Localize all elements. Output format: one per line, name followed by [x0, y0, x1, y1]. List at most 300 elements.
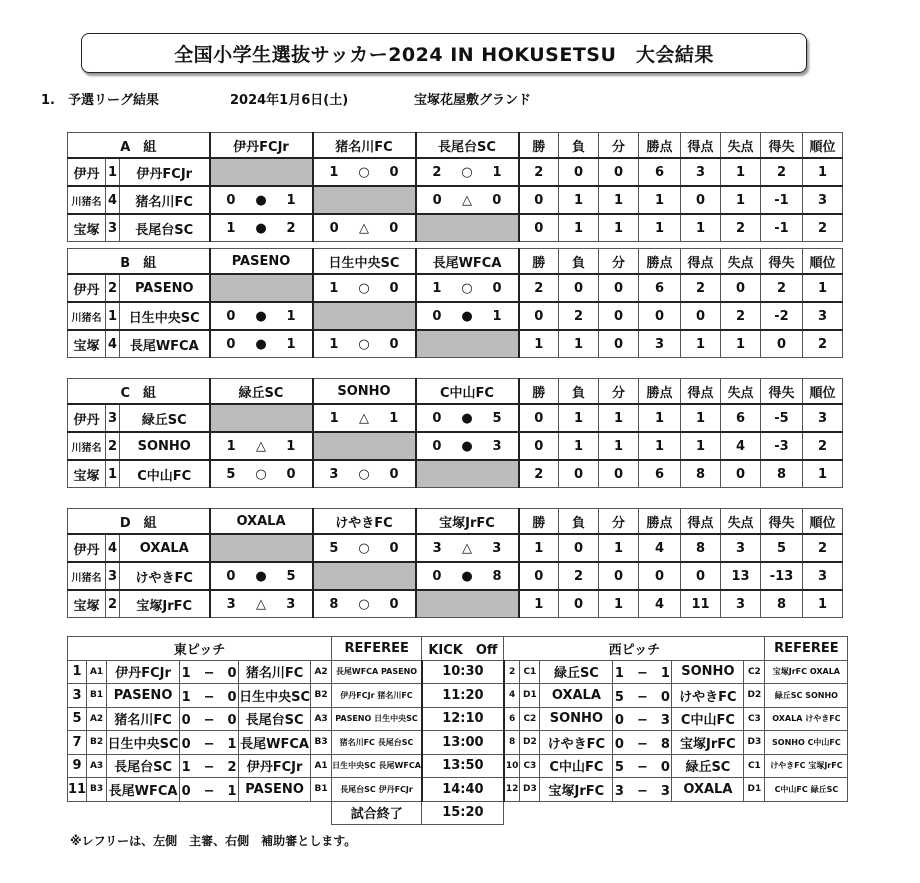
match-result [416, 302, 519, 330]
match-date: 2024年1月6日(土) [230, 93, 349, 108]
score-for: 1 [329, 410, 339, 426]
match-result [210, 186, 313, 214]
score-for: 3 [226, 596, 236, 612]
kickoff-header: KICK Off [422, 637, 504, 661]
score-against: 0 [389, 220, 399, 236]
stat-value: 0 [519, 404, 559, 432]
team-name: 緑丘SC [120, 404, 210, 432]
team-code: A1 [311, 754, 332, 778]
score-against: 0 [389, 540, 399, 556]
group-name: C 組 [68, 379, 210, 405]
team-column-header: 緑丘SC [210, 379, 313, 405]
kickoff-time: 11:20 [422, 684, 504, 708]
match-result [416, 432, 519, 460]
team-column-header: 猪名川FC [313, 133, 416, 159]
stat-value: 1 [559, 186, 599, 214]
match-number: 12 [504, 778, 520, 802]
team-code: B1 [87, 684, 107, 708]
result-mark: ○ [461, 164, 473, 180]
score-for: 1 [329, 336, 339, 352]
stat-value: 0 [519, 302, 559, 330]
match-result [313, 158, 416, 186]
team-code: D1 [744, 778, 765, 802]
stat-value: 0 [599, 562, 639, 590]
score-against: 0 [492, 192, 502, 208]
stat-header: 分 [599, 379, 639, 405]
stat-value: 0 [681, 302, 721, 330]
home-team: 長尾台SC [107, 754, 180, 778]
team-name: PASENO [120, 274, 210, 302]
score-against: 0 [286, 466, 296, 482]
home-team: けやきFC [540, 731, 613, 755]
stat-header: 得点 [681, 133, 721, 159]
team-code: D1 [520, 684, 540, 708]
stat-header: 分 [599, 133, 639, 159]
schedule-row [68, 754, 848, 778]
end-label: 試合終了 [332, 801, 422, 825]
stat-value: -13 [761, 562, 803, 590]
stat-value: 0 [519, 186, 559, 214]
stat-value: 1 [519, 330, 559, 358]
away-team: SONHO [672, 660, 744, 684]
seed: 3 [106, 562, 120, 590]
stat-value: 1 [559, 214, 599, 242]
seed: 2 [106, 590, 120, 618]
result-mark: △ [358, 220, 369, 236]
stat-value: 11 [681, 590, 721, 618]
stat-value: 8 [681, 460, 721, 488]
match-number: 4 [504, 684, 520, 708]
score: 1 − 0 [180, 660, 239, 684]
empty-cell [416, 590, 519, 618]
stat-value: 1 [681, 432, 721, 460]
score-against: 0 [389, 336, 399, 352]
score-for: 1 [226, 220, 236, 236]
result-mark: ● [461, 308, 473, 324]
score: 0 − 3 [613, 707, 672, 731]
stat-value: -3 [761, 432, 803, 460]
area-label: 伊丹 [68, 404, 106, 432]
empty-cell [313, 562, 416, 590]
stat-value: 6 [639, 158, 681, 186]
stat-header: 得失 [761, 249, 803, 275]
referees: PASENO 日生中央SC [332, 707, 422, 731]
away-team: 日生中央SC [239, 684, 311, 708]
score-for: 0 [226, 308, 236, 324]
seed: 1 [106, 460, 120, 488]
stat-value: 1 [721, 186, 761, 214]
home-team: PASENO [107, 684, 180, 708]
stat-value: 2 [761, 158, 803, 186]
result-mark: ○ [461, 280, 473, 296]
team-code: D2 [520, 731, 540, 755]
referees: 長尾台SC 伊丹FCJr [332, 778, 422, 802]
match-result [416, 404, 519, 432]
stat-value: -2 [761, 302, 803, 330]
team-column-header: OXALA [210, 509, 313, 535]
group-table [67, 132, 843, 242]
stat-header: 失点 [721, 133, 761, 159]
seed: 4 [106, 330, 120, 358]
score-for: 1 [329, 164, 339, 180]
match-result [313, 330, 416, 358]
score-for: 5 [226, 466, 236, 482]
away-team: 宝塚JrFC [672, 731, 744, 755]
result-mark: △ [255, 438, 266, 454]
stat-value: 6 [721, 404, 761, 432]
team-column-header: 長尾台SC [416, 133, 519, 159]
east-pitch-header: 東ピッチ [68, 637, 332, 661]
stat-value: 13 [721, 562, 761, 590]
stat-value: 2 [721, 214, 761, 242]
team-name: 日生中央SC [120, 302, 210, 330]
home-team: 伊丹FCJr [107, 660, 180, 684]
schedule-row [68, 684, 848, 708]
stat-header: 順位 [803, 509, 843, 535]
match-result [416, 186, 519, 214]
group-table [67, 378, 843, 488]
team-name: けやきFC [120, 562, 210, 590]
score-for: 3 [329, 466, 339, 482]
stat-value: 3 [721, 534, 761, 562]
match-result [416, 534, 519, 562]
stat-value: 4 [721, 432, 761, 460]
stat-header: 得失 [761, 379, 803, 405]
home-team: OXALA [540, 684, 613, 708]
team-code: A3 [311, 707, 332, 731]
team-code: D2 [744, 684, 765, 708]
stat-value: 2 [681, 274, 721, 302]
stat-value: 1 [559, 330, 599, 358]
result-mark: ● [255, 308, 267, 324]
team-column-header: C中山FC [416, 379, 519, 405]
stat-value: 8 [761, 460, 803, 488]
score-against: 5 [492, 410, 502, 426]
stat-header: 順位 [803, 133, 843, 159]
stat-value: 0 [559, 460, 599, 488]
stat-value: 2 [519, 460, 559, 488]
stat-value: 1 [721, 158, 761, 186]
stat-header: 勝 [519, 509, 559, 535]
away-team: 伊丹FCJr [239, 754, 311, 778]
score-for: 0 [432, 568, 442, 584]
referee-header-east: REFEREE [332, 637, 422, 661]
stat-value: 0 [639, 562, 681, 590]
team-column-header: 日生中央SC [313, 249, 416, 275]
stat-value: 8 [681, 534, 721, 562]
area-label: 川猪名 [68, 432, 106, 460]
stat-value: 2 [519, 158, 559, 186]
stat-value: 2 [559, 302, 599, 330]
score: 0 − 1 [180, 778, 239, 802]
away-team: OXALA [672, 778, 744, 802]
stat-value: 0 [599, 274, 639, 302]
home-team: 長尾WFCA [107, 778, 180, 802]
stat-header: 負 [559, 509, 599, 535]
stat-header: 勝 [519, 133, 559, 159]
referees: 長尾WFCA PASENO [332, 660, 422, 684]
referees: 宝塚JrFC OXALA [765, 660, 848, 684]
stat-header: 得失 [761, 133, 803, 159]
result-mark: ● [461, 568, 473, 584]
stat-value: 0 [519, 214, 559, 242]
referees: C中山FC 緑丘SC [765, 778, 848, 802]
team-code: C2 [520, 707, 540, 731]
match-number: 6 [504, 707, 520, 731]
score-against: 3 [286, 596, 296, 612]
stat-header: 勝点 [639, 249, 681, 275]
empty-cell [210, 404, 313, 432]
area-label: 川猪名 [68, 562, 106, 590]
stat-header: 勝 [519, 249, 559, 275]
match-number: 9 [68, 754, 87, 778]
team-code: C1 [520, 660, 540, 684]
stat-header: 得点 [681, 249, 721, 275]
score-for: 0 [432, 438, 442, 454]
result-mark: ○ [358, 466, 370, 482]
away-team: 緑丘SC [672, 754, 744, 778]
team-code: C3 [744, 707, 765, 731]
score-against: 2 [286, 220, 296, 236]
stat-value: 1 [599, 404, 639, 432]
seed: 3 [106, 214, 120, 242]
score-against: 1 [286, 336, 296, 352]
score: 0 − 0 [180, 707, 239, 731]
stat-value: 6 [639, 274, 681, 302]
team-code: A1 [87, 660, 107, 684]
seed: 2 [106, 274, 120, 302]
score-for: 1 [432, 280, 442, 296]
stat-header: 得点 [681, 379, 721, 405]
away-team: けやきFC [672, 684, 744, 708]
stat-value: 6 [639, 460, 681, 488]
match-number: 7 [68, 731, 87, 755]
team-code: A2 [87, 707, 107, 731]
area-label: 宝塚 [68, 330, 106, 358]
schedule-row [68, 707, 848, 731]
empty-cell [313, 302, 416, 330]
referees: 伊丹FCJr 猪名川FC [332, 684, 422, 708]
score-against: 1 [286, 438, 296, 454]
score-against: 1 [492, 308, 502, 324]
team-code: B2 [311, 684, 332, 708]
stat-value: 3 [681, 158, 721, 186]
stat-value: 3 [803, 302, 843, 330]
stat-value: 0 [681, 562, 721, 590]
score-against: 0 [389, 164, 399, 180]
stat-value: 1 [559, 404, 599, 432]
stat-header: 負 [559, 379, 599, 405]
team-code: C3 [520, 754, 540, 778]
team-column-header: SONHO [313, 379, 416, 405]
stat-value: 3 [803, 186, 843, 214]
stat-value: -5 [761, 404, 803, 432]
referees: 緑丘SC SONHO [765, 684, 848, 708]
match-result [416, 562, 519, 590]
kickoff-time: 12:10 [422, 707, 504, 731]
score-for: 0 [226, 568, 236, 584]
away-team: 長尾WFCA [239, 731, 311, 755]
match-result [416, 274, 519, 302]
empty-cell [416, 460, 519, 488]
stat-value: 8 [761, 590, 803, 618]
area-label: 宝塚 [68, 214, 106, 242]
match-result [210, 590, 313, 618]
result-mark: ○ [358, 336, 370, 352]
stat-value: 0 [761, 330, 803, 358]
stat-value: 0 [519, 562, 559, 590]
match-number: 10 [504, 754, 520, 778]
area-label: 宝塚 [68, 590, 106, 618]
score-against: 1 [389, 410, 399, 426]
stat-value: 0 [559, 590, 599, 618]
group-name: A 組 [68, 133, 210, 159]
stat-value: 1 [519, 590, 559, 618]
stat-value: 1 [803, 274, 843, 302]
stat-value: 0 [639, 302, 681, 330]
area-label: 宝塚 [68, 460, 106, 488]
stat-value: 1 [721, 330, 761, 358]
referee-header-west: REFEREE [765, 637, 848, 661]
stat-value: 1 [803, 460, 843, 488]
team-code: B3 [311, 731, 332, 755]
team-name: C中山FC [120, 460, 210, 488]
stat-value: 2 [559, 562, 599, 590]
match-number: 11 [68, 778, 87, 802]
stat-value: 0 [721, 274, 761, 302]
stat-header: 負 [559, 249, 599, 275]
stat-value: 1 [681, 214, 721, 242]
stat-value: 1 [559, 432, 599, 460]
score: 1 − 1 [613, 660, 672, 684]
team-column-header: けやきFC [313, 509, 416, 535]
team-column-header: 伊丹FCJr [210, 133, 313, 159]
empty-cell [210, 534, 313, 562]
match-result [416, 158, 519, 186]
result-mark: ○ [358, 596, 370, 612]
area-label: 伊丹 [68, 534, 106, 562]
stat-value: 1 [639, 214, 681, 242]
result-mark: △ [461, 192, 472, 208]
score-for: 0 [432, 410, 442, 426]
result-mark: △ [461, 540, 472, 556]
score-for: 8 [329, 596, 339, 612]
seed: 4 [106, 186, 120, 214]
stat-value: 1 [599, 590, 639, 618]
stat-value: 5 [761, 534, 803, 562]
score-for: 0 [226, 336, 236, 352]
stat-value: 1 [681, 404, 721, 432]
stat-value: 1 [599, 186, 639, 214]
result-mark: ● [255, 336, 267, 352]
stat-value: 3 [721, 590, 761, 618]
score: 5 − 0 [613, 754, 672, 778]
team-column-header: 長尾WFCA [416, 249, 519, 275]
stat-value: 3 [803, 562, 843, 590]
empty-cell [416, 214, 519, 242]
match-result [210, 460, 313, 488]
team-name: 長尾WFCA [120, 330, 210, 358]
stat-value: 0 [559, 158, 599, 186]
score-for: 1 [329, 280, 339, 296]
stat-value: 3 [639, 330, 681, 358]
score-for: 0 [226, 192, 236, 208]
match-result [313, 274, 416, 302]
match-number: 5 [68, 707, 87, 731]
referees: 日生中央SC 長尾WFCA [332, 754, 422, 778]
stat-header: 順位 [803, 379, 843, 405]
score-against: 0 [389, 466, 399, 482]
schedule-row [68, 660, 848, 684]
result-mark: ○ [358, 280, 370, 296]
result-mark: △ [255, 596, 266, 612]
match-result [210, 562, 313, 590]
match-result [313, 460, 416, 488]
result-mark: △ [358, 410, 369, 426]
score-against: 0 [389, 596, 399, 612]
team-code: B2 [87, 731, 107, 755]
stat-header: 負 [559, 133, 599, 159]
referees: OXALA けやきFC [765, 707, 848, 731]
score-against: 8 [492, 568, 502, 584]
score: 3 − 3 [613, 778, 672, 802]
score-for: 3 [432, 540, 442, 556]
team-code: C1 [744, 754, 765, 778]
team-name: 長尾台SC [120, 214, 210, 242]
end-time: 15:20 [422, 801, 504, 825]
team-code: C2 [744, 660, 765, 684]
match-number: 1 [68, 660, 87, 684]
stat-value: 3 [803, 404, 843, 432]
schedule-table [67, 636, 848, 825]
stat-header: 得失 [761, 509, 803, 535]
area-label: 川猪名 [68, 302, 106, 330]
score-against: 0 [389, 280, 399, 296]
team-name: 伊丹FCJr [120, 158, 210, 186]
score: 5 − 0 [613, 684, 672, 708]
stat-value: 2 [803, 330, 843, 358]
team-name: 猪名川FC [120, 186, 210, 214]
seed: 4 [106, 534, 120, 562]
match-result [313, 404, 416, 432]
stat-value: 1 [599, 432, 639, 460]
team-column-header: PASENO [210, 249, 313, 275]
score-against: 5 [286, 568, 296, 584]
seed: 2 [106, 432, 120, 460]
score: 1 − 0 [180, 684, 239, 708]
match-result [313, 534, 416, 562]
match-result [313, 214, 416, 242]
result-mark: ● [461, 410, 473, 426]
stat-value: 0 [681, 186, 721, 214]
stat-header: 失点 [721, 249, 761, 275]
score: 0 − 1 [180, 731, 239, 755]
team-code: A2 [311, 660, 332, 684]
stat-header: 失点 [721, 509, 761, 535]
stat-header: 勝点 [639, 509, 681, 535]
stat-value: 0 [519, 432, 559, 460]
away-team: 長尾台SC [239, 707, 311, 731]
team-name: SONHO [120, 432, 210, 460]
stat-value: 0 [599, 158, 639, 186]
stat-value: 1 [599, 214, 639, 242]
result-mark: ● [255, 192, 267, 208]
stat-value: 1 [639, 404, 681, 432]
score-against: 3 [492, 540, 502, 556]
page-title: 全国小学生選抜サッカー2024 IN HOKUSETSU 大会結果 [81, 33, 807, 73]
group-table [67, 248, 843, 358]
seed: 1 [106, 302, 120, 330]
